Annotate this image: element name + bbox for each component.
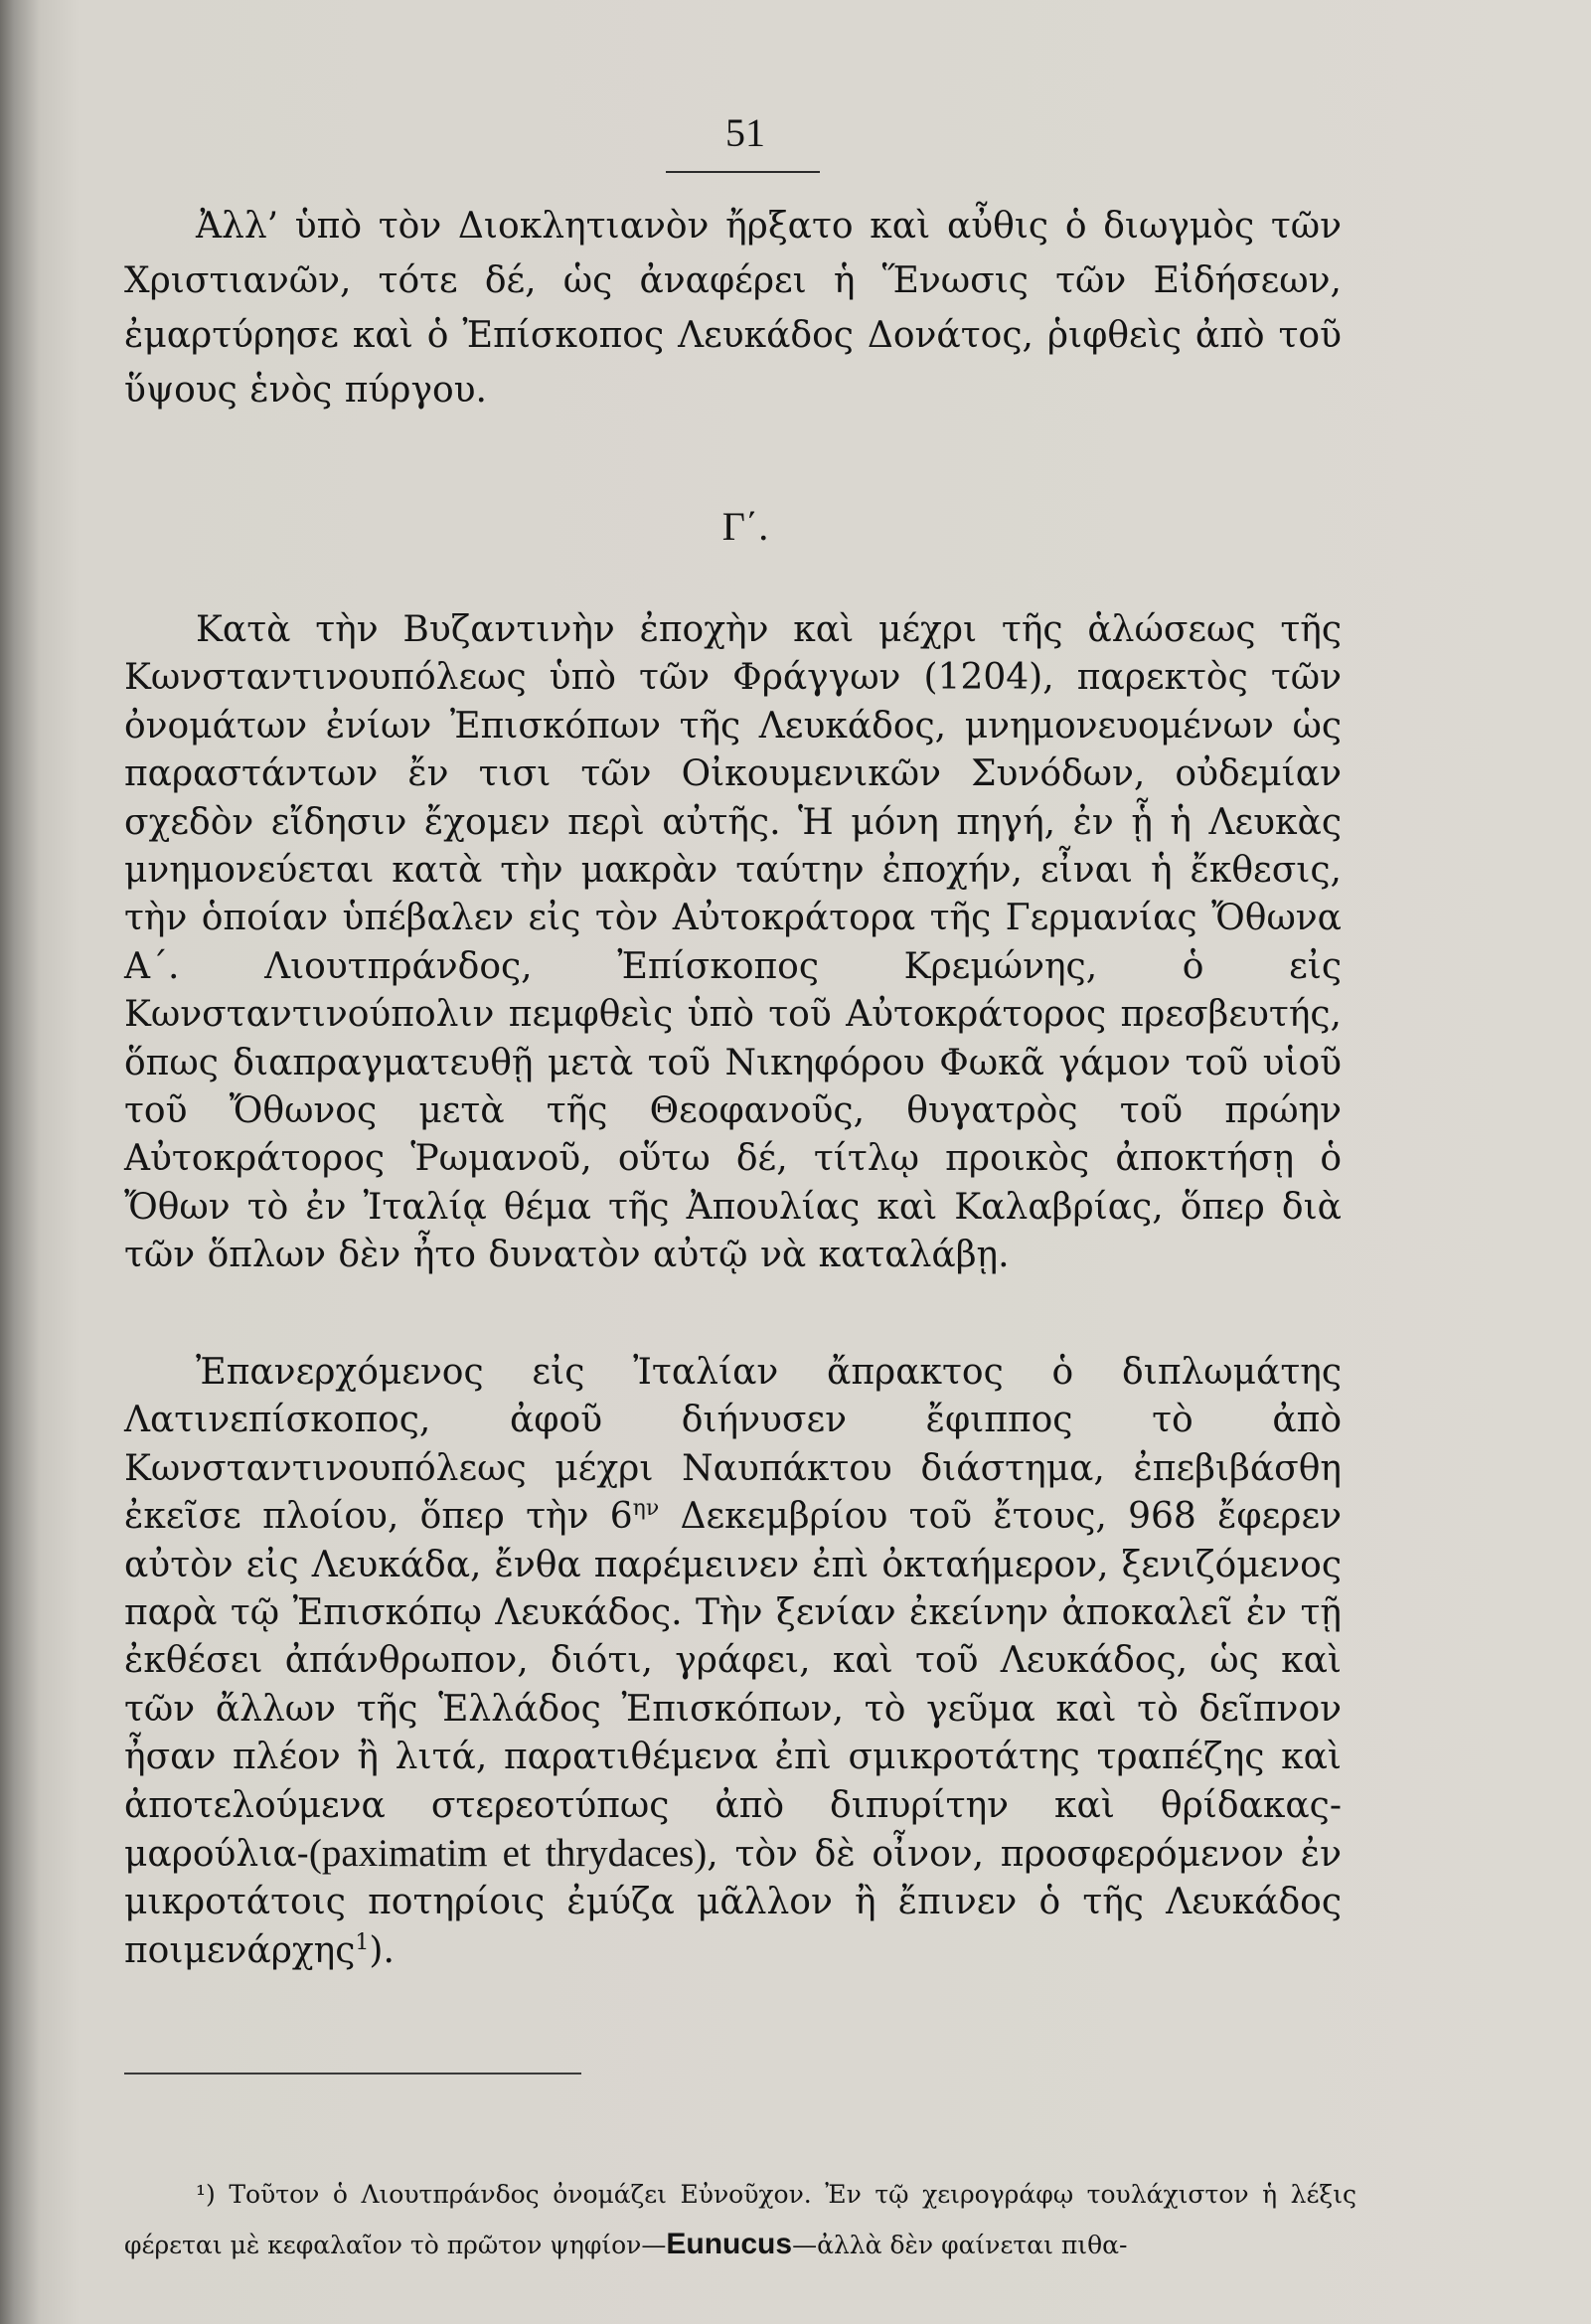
paragraph-2-text: Κατὰ τὴν Βυζαντινὴν ἐποχὴν καὶ μέχρι τῆς ἁλώσεως τῆς Κωνσταντινουπόλεως ὑπὸ τῶν Φράγγων (1204), παρεκτὸς τῶν ὀνομάτων ἐνίων Ἐπισκόπων τῆς Λευκάδος, μνημονευομένων ὡς παραστάντων ἔν τισι τῶν Οἰκουμενικῶν Συνόδων, οὐδεμίαν σχεδὸν εἴδησιν ἔχομεν περὶ αὐτῆς. Ἡ μόνη πηγή, ἐν ᾗ ἡ Λευκὰς μνημονεύεται κατὰ τὴν μακρὰν ταύτην ἐποχήν, εἶναι ἡ ἔκθεσις, τὴν ὁποίαν ὑπέβαλεν εἰς τὸν Αὐτοκράτορα τῆς Γερμανίας Ὄθωνα Α΄. Λιουτπράνδος, Ἐπίσκοπος Κρεμώνης, ὁ εἰς Κωνσταντινούπολιν πεμφθεὶς ὑπὸ τοῦ Αὐτοκράτορος πρεσβευτής, ὅπως διαπραγματευθῇ μετὰ τοῦ Νικηφόρου Φωκᾶ γάμον τοῦ υἱοῦ τοῦ Ὄθωνος μετὰ τῆς Θεοφανοῦς, θυγατρὸς τοῦ πρώην Αὐτοκράτορος Ῥωμανοῦ, οὕτω δέ, τίτλῳ προικὸς ἀποκτήσῃ ὁ Ὄθων τὸ ἐν Ἰταλίᾳ θέμα τῆς Ἀπουλίας καὶ Καλαβρίας, ὅπερ διὰ τῶν ὅπλων δὲν ἦτο δυνατὸν αὐτῷ νὰ καταλάβῃ. [124, 609, 1342, 1276]
paragraph-3 [124, 1349, 1342, 1975]
latin-phrase: (paximatim et thrydaces) [308, 1832, 708, 1876]
paragraph-1-text: Ἀλλ’ ὑπὸ τὸν Διοκλητιανὸν ἤρξατο καὶ αὖθις ὁ διωγμὸς τῶν Χριστιανῶν, τότε δέ, ὡς ἀναφέρει ἡ Ἕνωσις τῶν Εἰδήσεων, ἐμαρτύρησε καὶ ὁ Ἐπίσκοπος Λευκάδος Δονάτος, ῥιφθεὶς ἀπὸ τοῦ ὕψους ἑνὸς πύργου. [124, 206, 1342, 411]
paragraph-3-close: ). [369, 1929, 395, 1971]
footnote [124, 2170, 1356, 2270]
footnote-text-1: Τοῦτον ὁ Λιουτπράνδος ὀνομάζει Εὐνοῦχον. Ἐν τῷ χειρογράφῳ τουλάχιστον ἡ λέξις φέρεται μὲ κεφαλαῖον τὸ πρῶτον ψηφίον— [124, 2180, 1356, 2259]
footnote-label: ¹) [196, 2180, 216, 2209]
paragraph-2 [124, 606, 1342, 1280]
ordinal-superscript: ην [632, 1496, 660, 1522]
section-heading: Γ΄. [721, 504, 769, 549]
footnote-bold-word: Eunucus [666, 2228, 793, 2260]
paragraph-3-end: , τὸν δὲ οἶνον, προσφερόμενον ἐν μικροτάτοις ποτηρίοις ἐμύζα μᾶλλον ἢ ἔπινεν ὁ τῆς Λευκάδος ποιμενάρχης [124, 1834, 1342, 1971]
paragraph-3-before-ordinal: Ἐπανερχόμενος εἰς Ἰταλίαν ἄπρακτος ὁ διπλωμάτης Λατινεπίσκοπος, ἀφοῦ διήνυσεν ἔφιππος τὸ ἀπὸ Κωνσταντινουπόλεως μέχρι Ναυπάκτου διάστημα, ἐπεβιβάσθη ἐκεῖσε πλοίου, ὅπερ τὴν 6 [124, 1352, 1342, 1538]
page-number-rule [666, 171, 820, 173]
footnote-rule [124, 2073, 581, 2075]
footnote-text [124, 2170, 1356, 2270]
footnote-text-2: —ἀλλὰ δὲν φαίνεται πιθα- [792, 2231, 1128, 2259]
paragraph-1 [124, 199, 1342, 417]
paragraph-3-text [124, 1349, 1342, 1975]
footnote-marker: 1 [355, 1929, 370, 1955]
page-number: 51 [725, 110, 765, 155]
paragraph-3-after-ordinal: Δεκεμβρίου τοῦ ἔτους, 968 ἔφερεν αὐτὸν εἰς Λευκάδα, ἔνθα παρέμεινεν ἐπὶ ὀκταήμερον, ξενιζόμενος παρὰ τῷ Ἐπισκόπῳ Λευκάδος. Τὴν ξενίαν ἐκείνην ἀποκαλεῖ ἐν τῇ ἐκθέσει ἀπάνθρωπον, διότι, γράφει, καὶ τοῦ Λευκάδος, ὡς καὶ τῶν ἄλλων τῆς Ἑλλάδος Ἐπισκόπων, τὸ γεῦμα καὶ τὸ δεῖπνον ἦσαν πλέον ἢ λιτά, παρατιθέμενα ἐπὶ σμικροτάτης τραπέζης καὶ ἀποτελούμενα στερεοτύπως ἀπὸ διπυρίτην καὶ θρίδακας-μαρούλια- [124, 1496, 1342, 1876]
